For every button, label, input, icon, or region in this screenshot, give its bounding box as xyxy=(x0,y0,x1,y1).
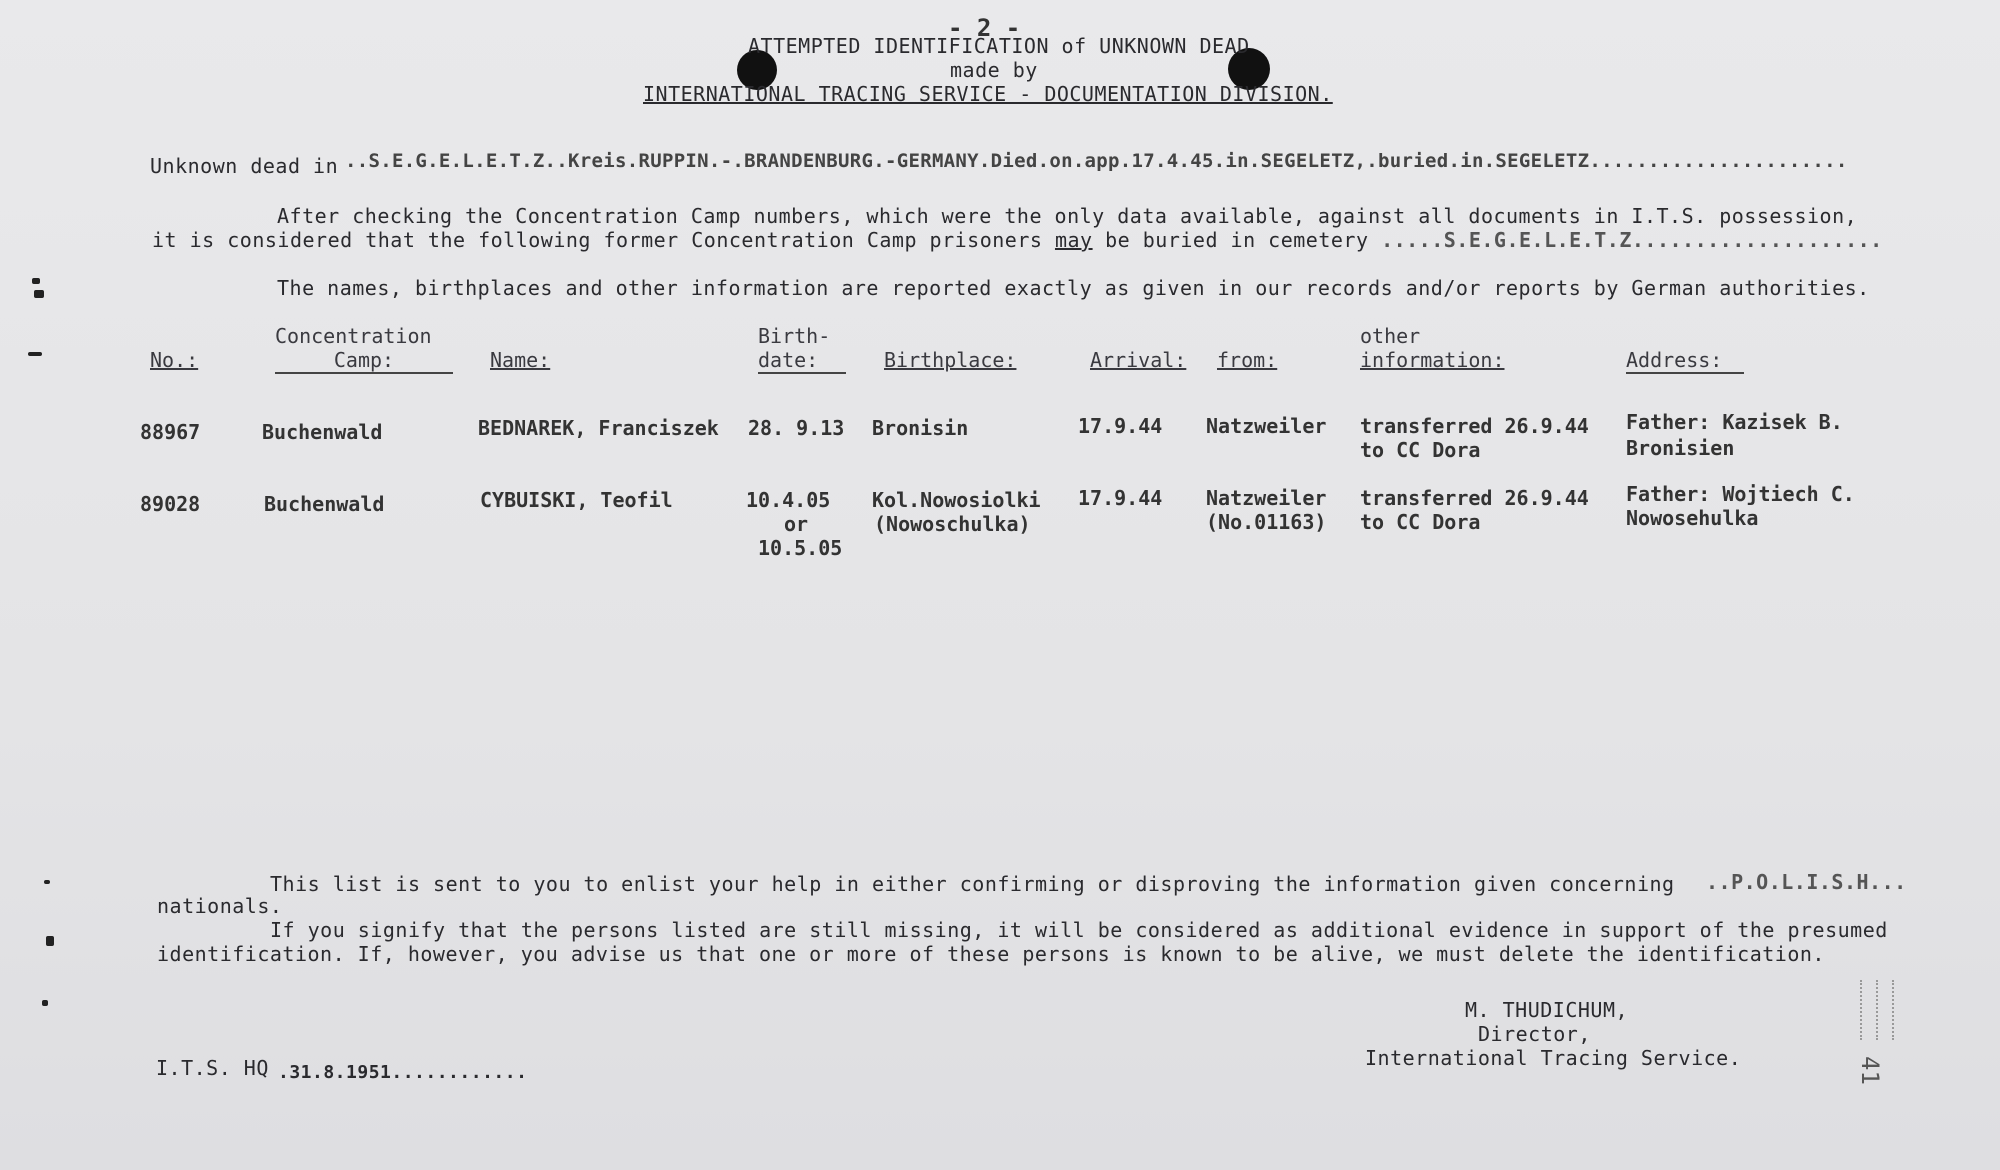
signatory-org: International Tracing Service. xyxy=(1365,1046,1742,1070)
intro-text: be buried in cemetery xyxy=(1105,228,1369,252)
page-number: - 2 - xyxy=(948,14,1021,42)
header-from: from: xyxy=(1217,348,1278,372)
row-1-address-1: Father: Kazisek B. xyxy=(1626,410,1843,434)
document-subtitle: made by xyxy=(950,58,1038,82)
header-address: Address: xyxy=(1626,348,1744,374)
margin-mark xyxy=(46,936,54,946)
header-birthplace: Birthplace: xyxy=(884,348,1017,372)
header-birthdate-bottom: date: xyxy=(758,348,846,374)
margin-dotted-line xyxy=(1860,980,1862,1040)
row-2-birthdate-2: or xyxy=(784,512,809,536)
margin-mark xyxy=(44,880,50,884)
nationality: ..P.O.L.I.S.H... xyxy=(1706,870,1907,894)
unknown-dead-label: Unknown dead in xyxy=(150,154,339,178)
intro-text: it is considered that the following former Concentration Camp prisoners xyxy=(152,228,1043,252)
margin-dotted-line xyxy=(1876,980,1878,1040)
header-no: No.: xyxy=(150,348,199,372)
row-2-no: 89028 xyxy=(140,492,201,516)
intro-paragraph-line-2 xyxy=(152,228,1883,252)
header-camp-bottom: Camp: xyxy=(275,348,453,374)
signatory-role: Director, xyxy=(1478,1022,1591,1046)
row-2-birthdate-1: 10.4.05 xyxy=(746,488,831,512)
row-2-address-1: Father: Wojtiech C. xyxy=(1626,482,1855,506)
row-2-other-2: to CC Dora xyxy=(1360,510,1481,534)
row-2-arrival: 17.9.44 xyxy=(1078,486,1163,510)
row-1-other-2: to CC Dora xyxy=(1360,438,1481,462)
cemetery-name: .....S.E.G.E.L.E.T.Z.................... xyxy=(1381,228,1883,252)
document-issuer: INTERNATIONAL TRACING SERVICE - DOCUMENTATION DIVISION. xyxy=(643,82,1333,106)
margin-page-number: 41 xyxy=(1856,1056,1884,1085)
row-1-name: BEDNAREK, Franciszek xyxy=(478,416,719,440)
row-1-birthdate: 28. 9.13 xyxy=(748,416,845,440)
closing-line-2: nationals. xyxy=(157,894,283,918)
row-2-birthplace-1: Kol.Nowosiolki xyxy=(872,488,1041,512)
row-1-from: Natzweiler xyxy=(1206,414,1327,438)
margin-mark xyxy=(34,290,44,298)
unknown-dead-location: ..S.E.G.E.L.E.T.Z..Kreis.RUPPIN.-.BRANDENBURG.-GERMANY.Died.on.app.17.4.45.in.SEGELETZ,.buried.in.SEGELETZ...................... xyxy=(345,150,1848,172)
row-1-other-1: transferred 26.9.44 xyxy=(1360,414,1589,438)
closing-line-4: identification. If, however, you advise us that one or more of these persons is known to be alive, we must delete the identification. xyxy=(157,942,1825,966)
header-birthdate-top: Birth- xyxy=(758,324,831,348)
row-1-no: 88967 xyxy=(140,420,201,444)
hq-date: .31.8.1951............ xyxy=(278,1062,528,1083)
header-other-bottom: information: xyxy=(1360,348,1505,372)
row-1-arrival: 17.9.44 xyxy=(1078,414,1163,438)
margin-dotted-line xyxy=(1892,980,1894,1040)
row-2-camp: Buchenwald xyxy=(264,492,385,516)
emphasis-may: may xyxy=(1054,228,1093,252)
row-2-other-1: transferred 26.9.44 xyxy=(1360,486,1589,510)
row-2-address-2: Nowosehulka xyxy=(1626,506,1759,530)
margin-mark xyxy=(32,278,40,284)
header-arrival: Arrival: xyxy=(1090,348,1187,372)
closing-line-3: If you signify that the persons listed are still missing, it will be considered as additional evidence in support of the presumed xyxy=(270,918,1888,942)
header-name: Name: xyxy=(490,348,551,372)
row-1-address-2: Bronisien xyxy=(1626,436,1735,460)
records-note: The names, birthplaces and other information are reported exactly as given in our records and/or reports by German authorities. xyxy=(277,276,1870,300)
hq-label: I.T.S. HQ xyxy=(156,1056,269,1080)
document-title: ATTEMPTED IDENTIFICATION of UNKNOWN DEAD xyxy=(748,34,1250,58)
row-2-birthplace-2: (Nowoschulka) xyxy=(874,512,1031,536)
margin-mark xyxy=(42,1000,48,1006)
row-1-camp: Buchenwald xyxy=(262,420,383,444)
row-2-from-2: (No.01163) xyxy=(1206,510,1327,534)
row-2-birthdate-3: 10.5.05 xyxy=(758,536,843,560)
header-camp-top: Concentration xyxy=(275,324,432,348)
header-other-top: other xyxy=(1360,324,1421,348)
row-1-birthplace: Bronisin xyxy=(872,416,969,440)
intro-paragraph-line-1: After checking the Concentration Camp numbers, which were the only data available, against all documents in I.T.S. possession, xyxy=(277,204,1858,228)
signatory-name: M. THUDICHUM, xyxy=(1465,998,1629,1022)
closing-line-1: This list is sent to you to enlist your help in either confirming or disproving the information given concerning xyxy=(270,872,1675,896)
margin-mark xyxy=(28,352,42,356)
row-2-from-1: Natzweiler xyxy=(1206,486,1327,510)
row-2-name: CYBUISKI, Teofil xyxy=(480,488,673,512)
